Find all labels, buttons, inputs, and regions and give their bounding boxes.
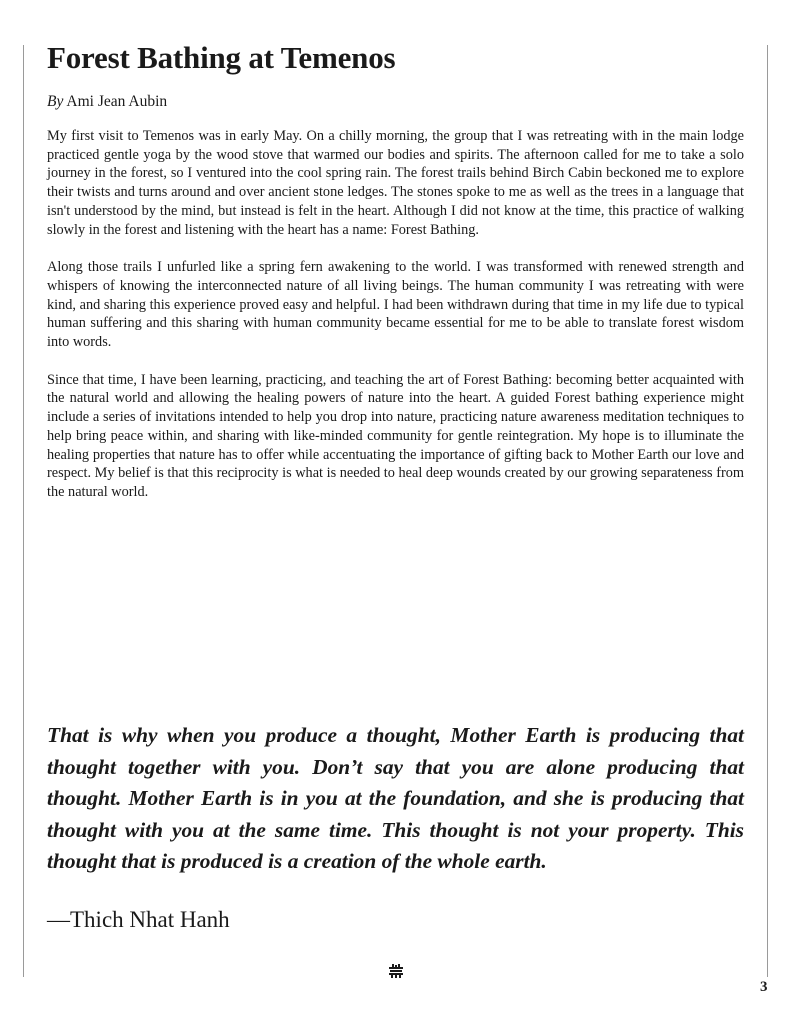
author-name: Ami Jean Aubin (66, 93, 168, 110)
article-title: Forest Bathing at Temenos (47, 40, 396, 75)
paragraph-3: Since that time, I have been learning, practicing, and teaching the art of Forest Bathing: becoming better acquainted with the natural world and allowing the healing powers of nature into the heart. A guided Forest bathing experience might include a series of invitations intended to help you drop into nature, practicing nature awareness meditation techniques to help bring peace within, and sharing with like-minded community for gentle reintegration. My hope is to illuminate the healing properties that nature has to offer while accentuating the importance of gifting back to Mother Earth our love and respect. My belief is that this reciprocity is what is needed to heal deep wounds created by our growing separateness from the natural world. (47, 371, 744, 500)
left-margin-rule (23, 45, 24, 977)
right-margin-rule (767, 45, 768, 977)
quote-attribution: —Thich Nhat Hanh (47, 907, 230, 932)
paragraph-1: My first visit to Temenos was in early May. On a chilly morning, the group that I was retreating with in the main lodge practiced gentle yoga by the wood stove that warmed our bodies and spirits. The afternoon called for me to take a solo journey in the forest, so I ventured into the cool spring rain. The forest trails behind Birch Cabin beckoned me to explore their twists and turns around and over ancient stone ledges. The stones spoke to me as well as the trees in a language that isn't understood by the mind, but instead is felt in the heart. Although I did not know at the time, this practice of walking slowly in the forest and listening with the heart has a name: Forest Bathing. (47, 128, 744, 238)
byline (47, 93, 167, 111)
paragraph-2: Along those trails I unfurled like a spring fern awakening to the world. I was transformed with renewed strength and whispers of knowing the interconnected nature of all living beings. The human community I was retreating with were kind, and sharing this experience proved easy and helpful. I had been withdrawn during that time in my life due to typical human suffering and this sharing with human community became essential for me to be able to translate forest wisdom into words. (47, 259, 744, 351)
temenos-ornament-icon (388, 963, 404, 979)
pull-quote: That is why when you produce a thought, Mother Earth is producing that thought together with you. Don’t say that you are alone producing that thought. Mother Earth is in you at the foundation, and she is producing that thought with you at the same time. This thought is not your property. This thought that is produced is a creation of the whole earth. (47, 723, 744, 873)
article-body (47, 127, 744, 521)
byline-prefix: By (47, 93, 64, 110)
page-number: 3 (760, 979, 768, 995)
